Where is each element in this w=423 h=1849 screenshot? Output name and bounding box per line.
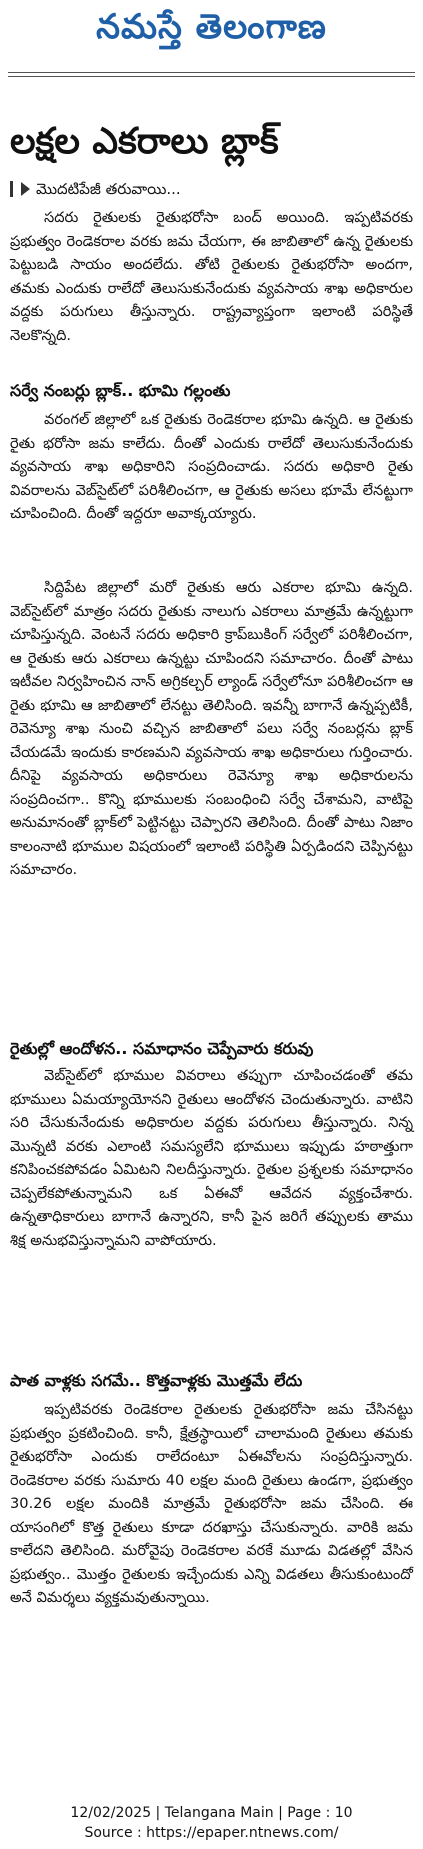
- paragraph-text: వెబ్‌సైట్‌లో భూముల వివరాలు తప్పుగా చూపించడంతో తమ భూములు ఏమయ్యాయోనని రైతులు ఆందోళన చెందుతున్నారు. వాటిని సరి చేసుకునేందుకు అధికారుల వద్దకు పరుగులు తీస్తున్నారు. నిన్న మొన్నటి వరకు ఎలాంటి సమస్యలేని భూములు ఇప్పుడు హఠాత్తుగా కనిపించకపోవడం ఏమిటని నిలదీస్తున్నారు. రైతుల ప్రశ్నలకు సమాధానం చెప్పలేకపోతున్నామని ఒక ఏఈవో ఆవేదన వ్యక్తంచేశారు. ఉన్నతాధికారులు బాగానే ఉన్నారని, కానీ పైన జరిగే తప్పులకు తాము శిక్ష అనుభవిస్తున్నామని వాపోయారు.: [10, 1067, 413, 1249]
- divider: [8, 72, 415, 73]
- masthead-logo: నమస్తే తెలంగాణ: [96, 7, 327, 47]
- continuation-line: [10, 180, 413, 198]
- subhead: సర్వే నంబర్లు బ్లాక్.. భూమి గల్లంతు: [10, 381, 231, 400]
- article-paragraph: [10, 576, 413, 882]
- article-paragraph: [10, 1064, 413, 1252]
- article-paragraph: [10, 408, 413, 526]
- footer-date: 12/02/2025 | Telangana Main | Page : 10: [70, 1805, 353, 1821]
- arrow-icon: [21, 182, 30, 196]
- paragraph-text: వరంగల్ జిల్లాలో ఒక రైతుకు రెండెకరాల భూమి ఉన్నది. ఆ రైతుకు రైతు భరోసా జమ కాలేదు. దీంతో ఎందుకు రాలేదో తెలుసుకునేందుకు వ్యవసాయ శాఖ అధికారిని సంప్రదించాడు. సదరు అధికారి రైతు వివరాలను వెబ్‌సైట్‌లో పరిశీలించగా, ఆ రైతుకు అసలు భూమే లేనట్టుగా చూపించింది. దీంతో ఇద్దరూ అవాక్కయ్యారు.: [10, 411, 413, 522]
- article-paragraph: [10, 206, 413, 347]
- divider: [8, 76, 415, 77]
- subhead: పాత వాళ్లకు సగమే.. కొత్తవాళ్లకు మొత్తమే లేదు: [10, 1371, 303, 1390]
- paragraph-text: సదరు రైతులకు రైతుభరోసా బంద్ అయింది. ఇప్పటివరకు ప్రభుత్వం రెండెకరాల వరకు జమ చేయగా, ఈ జాబితాలో ఉన్న రైతులకు పెట్టుబడి సాయం అందలేదు. తోటి రైతులకు రైతుభరోసా అందగా, తమకు ఎందుకు రాలేదో తెలుసుకునేందుకు వ్యవసాయ శాఖ అధికారుల వద్దకు పరుగులు తీస్తున్నారు. రాష్ట్రవ్యాప్తంగా ఇలాంటి పరిస్థితే నెలకొన్నది.: [10, 209, 413, 344]
- subhead: రైతుల్లో ఆందోళన.. సమాధానం చెప్పేవారు కరువు: [10, 1039, 314, 1058]
- paragraph-text: సిద్దిపేట జిల్లాలో మరో రైతుకు ఆరు ఎకరాల భూమి ఉన్నది. వెబ్‌సైట్‌లో మాత్రం సదరు రైతుకు నాలుగు ఎకరాలు మాత్రమే ఉన్నట్టుగా చూపిస్తున్నది. వెంటనే సదరు అధికారి క్రాప్‌బుకింగ్ సర్వేలో పరిశీలించగా, ఆ రైతుకు ఆరు ఎకరాలు ఉన్నట్టు చూపిందని సమాచారం. దీంతో పాటు ఇటీవల నిర్వహించిన నాన్ అగ్రికల్చర్ ల్యాండ్ సర్వేలోనూ పరిశీలించగా ఆ రైతు భూమి ఆ జాబితాలో లేనట్టు తెలిసింది. ఇవన్నీ బాగానే ఉన్నప్పటికీ, రెవెన్యూ శాఖ నుంచి వచ్చిన జాబితాలో పలు సర్వే నంబర్లను బ్లాక్ చేయడమే ఇందుకు కారణమని వ్యవసాయ శాఖ అధికారులు గుర్తించారు. దీనిపై వ్యవసాయ అధికారులు రెవెన్యూ శాఖ అధికారులను సంప్రదించగా.. కొన్ని భూములకు సంబంధించి సర్వే చేశామని, వాటిపై అనుమానంతో బ్లాక్‌లో పెట్టినట్టు చెప్పారని తెలిసింది. దీంతో పాటు నిజాం కాలంనాటి భూముల విషయంలో ఇలాంటి పరిస్థితి ఏర్పడిందని చెప్పినట్టు సమాచారం.: [10, 579, 413, 878]
- footer-source: Source : https://epaper.ntnews.com/: [84, 1825, 339, 1841]
- paragraph-text: ఇప్పటివరకు రెండెకరాల రైతులకు రైతుభరోసా జమ చేసినట్టు ప్రభుత్వం ప్రకటించింది. కానీ, క్షేత్రస్థాయిలో చాలామంది రైతులు తమకు రైతుభరోసా ఎందుకు రాలేదంటూ ఏఈవోలను సంప్రదిస్తున్నారు. రెండెకరాల వరకు సుమారు 40 లక్షల మంది రైతులు ఉండగా, ప్రభుత్వం 30.26 లక్షల మందికి మాత్రమే రైతుభరోసా జమ చేసింది. ఈ యాసంగిలో కొత్త రైతులు కూడా దరఖాస్తు చేసుకున్నారు. వారికి జమ కాలేదని తెలిసింది. మరోవైపు రెండెకరాల వరకే మూడు విడతల్లో వేసిన ప్రభుత్వం.. మొత్తం రైతులకు ఇచ్చేందుకు ఎన్ని విడతలు తీసుకుంటుందో అనే విమర్శలు వ్యక్తమవుతున్నాయి.: [10, 1401, 413, 1606]
- headline: లక్షల ఎకరాలు బ్లాక్: [10, 121, 279, 162]
- article-paragraph: [10, 1398, 413, 1610]
- continuation-text: మొదటిపేజీ తరువాయి...: [36, 180, 181, 198]
- marker-bar: [10, 181, 13, 197]
- masthead: [0, 0, 423, 62]
